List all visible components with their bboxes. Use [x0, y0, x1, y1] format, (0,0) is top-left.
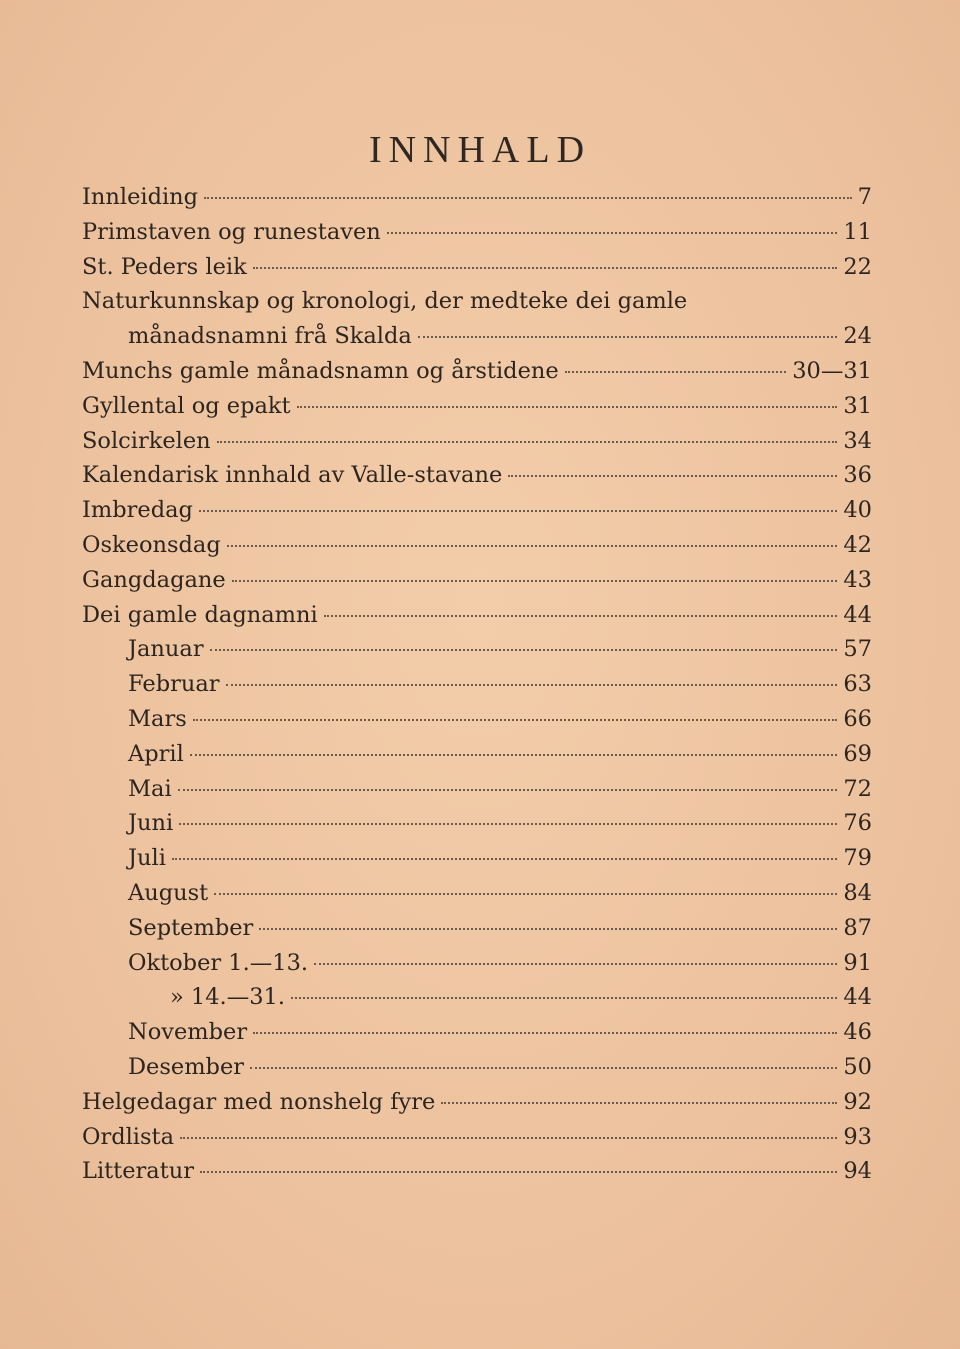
leader-dots — [178, 789, 838, 791]
toc-entry-label: Kalendarisk innhald av Valle-stavane — [82, 462, 503, 489]
toc-entry-page: 11 — [843, 218, 872, 245]
toc-entry-juni — [82, 810, 872, 845]
leader-dots — [565, 371, 787, 373]
toc-entry-september — [82, 915, 872, 950]
toc-entry-page: 31 — [843, 392, 872, 419]
toc-entry-page: 72 — [843, 775, 872, 802]
toc-entry-st-peders-leik — [82, 254, 872, 289]
toc-entry-label: August — [128, 879, 209, 906]
toc-entry-page: 76 — [843, 810, 872, 837]
toc-entry-label: Juni — [128, 810, 174, 837]
toc-entry-page: 7 — [857, 184, 872, 210]
toc-entry-helgedagar — [82, 1089, 872, 1124]
leader-dots — [214, 893, 837, 895]
toc-entry-label: Gyllental og epakt — [82, 392, 291, 419]
leader-dots — [508, 475, 837, 477]
leader-dots — [297, 406, 838, 408]
leader-dots — [190, 754, 838, 756]
toc-entry-page: 91 — [843, 949, 872, 976]
toc-entry-label: Dei gamle dagnamni — [82, 601, 318, 628]
toc-entry-label: November — [128, 1019, 248, 1046]
leader-dots — [200, 1171, 837, 1173]
toc-entry-page: 79 — [843, 845, 872, 872]
toc-entry-primstaven — [82, 219, 872, 254]
toc-entry-page: 24 — [843, 323, 872, 350]
leader-dots — [172, 858, 837, 860]
leader-dots — [226, 684, 838, 686]
toc-entry-label: Gangdagane — [82, 566, 226, 593]
leader-dots — [259, 928, 837, 930]
toc-entry-label: September — [128, 914, 254, 941]
toc-entry-label: Naturkunnskap og kronologi, der medteke dei gamle — [82, 288, 688, 315]
leader-dots — [253, 267, 838, 269]
toc-entry-oktober-1 — [82, 950, 872, 985]
toc-entry-page: 69 — [843, 740, 872, 767]
toc-entry-label: månadsnamni frå Skalda — [128, 323, 412, 350]
toc-entry-april — [82, 741, 872, 776]
toc-entry-munchs — [82, 358, 872, 393]
table-of-contents — [82, 184, 872, 1193]
toc-entry-label: Juli — [128, 845, 166, 872]
toc-entry-page: 42 — [843, 531, 872, 558]
toc-entry-page: 46 — [843, 1019, 872, 1046]
toc-entry-gangdagane — [82, 567, 872, 602]
toc-entry-label: April — [128, 740, 184, 767]
toc-entry-page: 30—31 — [792, 357, 872, 384]
leader-dots — [253, 1032, 837, 1034]
leader-dots — [314, 963, 837, 965]
page-title: INNHALD — [368, 129, 592, 171]
toc-entry-page: 36 — [843, 462, 872, 489]
toc-entry-label: Oktober 1.—13. — [128, 949, 309, 976]
toc-entry-innleiding — [82, 184, 872, 219]
toc-entry-gyllental — [82, 393, 872, 428]
toc-entry-page: 34 — [843, 427, 872, 454]
leader-dots — [291, 997, 837, 999]
toc-entry-oktober-2 — [82, 984, 872, 1019]
toc-entry-label: Primstaven og runestaven — [82, 218, 381, 245]
toc-entry-juli — [82, 845, 872, 880]
leader-dots — [227, 545, 838, 547]
toc-entry-label: Solcirkelen — [82, 427, 211, 454]
toc-entry-label: Februar — [128, 671, 220, 698]
toc-entry-page: 40 — [843, 497, 872, 524]
toc-entry-page: 63 — [843, 671, 872, 698]
leader-dots — [324, 615, 838, 617]
toc-entry-label: Imbredag — [82, 497, 193, 524]
toc-entry-label: » 14.—31. — [170, 984, 285, 1011]
toc-entry-mai — [82, 776, 872, 811]
toc-entry-page: 44 — [843, 601, 872, 628]
leader-dots — [441, 1102, 837, 1104]
toc-entry-desember — [82, 1054, 872, 1089]
toc-entry-naturkunnskap — [82, 288, 872, 323]
toc-entry-label: Litteratur — [82, 1158, 194, 1185]
toc-entry-label: Ordlista — [82, 1123, 174, 1150]
toc-entry-solcirkelen — [82, 428, 872, 463]
toc-entry-dagnamni — [82, 602, 872, 637]
leader-dots — [217, 441, 838, 443]
leader-dots — [387, 232, 838, 234]
toc-entry-page: 57 — [843, 636, 872, 663]
toc-entry-litteratur — [82, 1158, 872, 1193]
leader-dots — [210, 649, 838, 651]
toc-entry-november — [82, 1019, 872, 1054]
toc-entry-page: 43 — [843, 566, 872, 593]
toc-entry-label: Mars — [128, 705, 187, 732]
leader-dots — [232, 580, 838, 582]
toc-entry-imbredag — [82, 497, 872, 532]
toc-entry-label: Mai — [128, 775, 172, 802]
toc-entry-page: 50 — [843, 1053, 872, 1080]
toc-entry-page: 93 — [843, 1123, 872, 1150]
toc-entry-page: 22 — [843, 253, 872, 280]
toc-entry-label: Munchs gamle månadsnamn og årstidene — [82, 357, 559, 384]
toc-entry-label: Desember — [128, 1053, 245, 1080]
toc-entry-januar — [82, 636, 872, 671]
toc-entry-mars — [82, 706, 872, 741]
toc-entry-februar — [82, 671, 872, 706]
toc-entry-page: 84 — [843, 879, 872, 906]
leader-dots — [204, 197, 852, 199]
leader-dots — [250, 1067, 837, 1069]
toc-entry-oskeonsdag — [82, 532, 872, 567]
toc-entry-page: 66 — [843, 705, 872, 732]
toc-entry-page: 92 — [843, 1088, 872, 1115]
toc-entry-label: Oskeonsdag — [82, 531, 221, 558]
toc-entry-page: 87 — [843, 914, 872, 941]
toc-entry-page: 94 — [843, 1158, 872, 1185]
toc-entry-august — [82, 880, 872, 915]
toc-entry-label: Innleiding — [82, 184, 199, 210]
toc-entry-ordlista — [82, 1124, 872, 1159]
toc-entry-kalendarisk — [82, 462, 872, 497]
leader-dots — [180, 1137, 837, 1139]
toc-entry-page: 44 — [843, 984, 872, 1011]
toc-entry-label: St. Peders leik — [82, 253, 247, 280]
toc-entry-manadsnamni — [82, 323, 872, 358]
toc-entry-label: Januar — [128, 636, 204, 663]
toc-entry-label: Helgedagar med nonshelg fyre — [82, 1088, 436, 1115]
leader-dots — [179, 823, 837, 825]
leader-dots — [418, 336, 838, 338]
leader-dots — [193, 719, 838, 721]
leader-dots — [199, 510, 837, 512]
